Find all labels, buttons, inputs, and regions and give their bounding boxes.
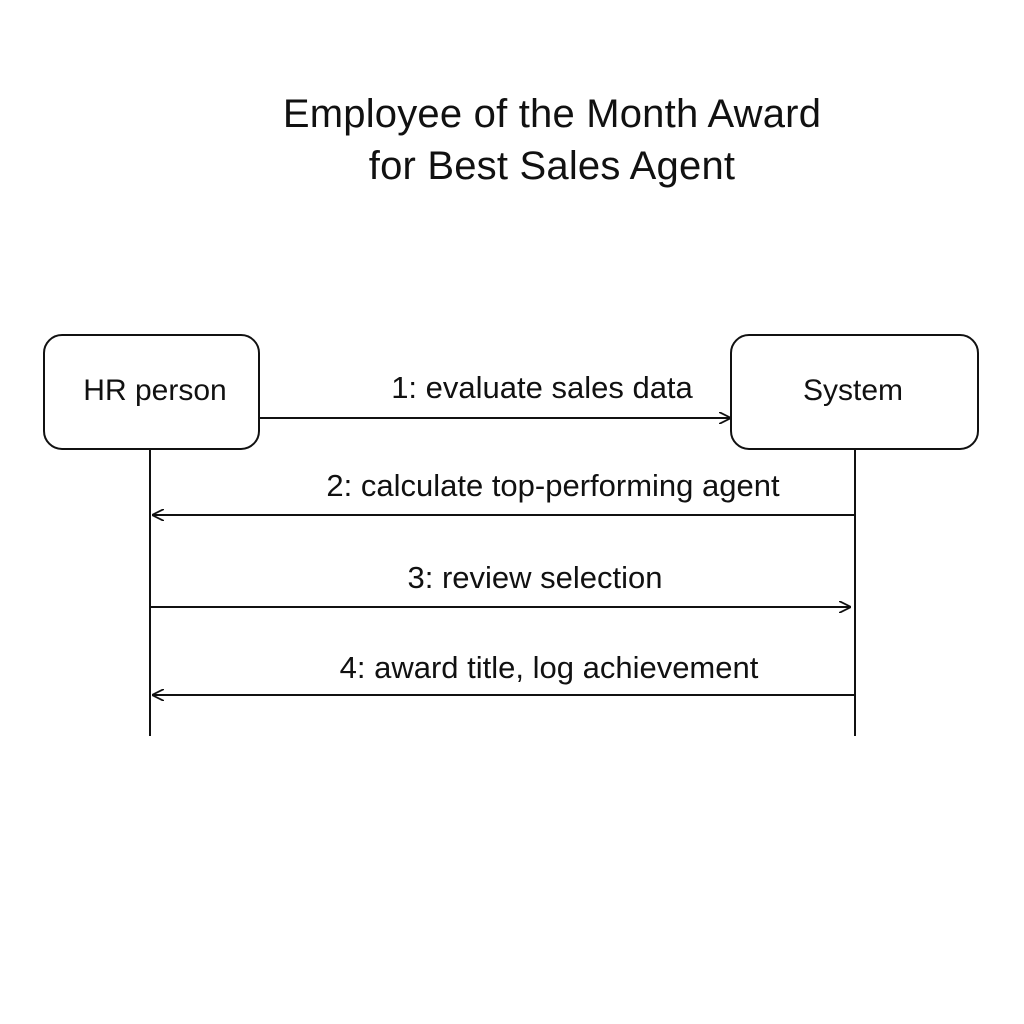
- message-1: [259, 370, 730, 418]
- actor-system-label: System: [802, 374, 904, 407]
- actor-system: [731, 335, 978, 449]
- message-1-label: 1: evaluate sales data: [391, 370, 693, 405]
- diagram-title-line-2: for Best Sales Agent: [368, 144, 736, 188]
- message-4-label: 4: award title, log achievement: [339, 650, 759, 685]
- actor-hr-person-label: HR person: [83, 374, 227, 407]
- message-2-label: 2: calculate top-performing agent: [326, 468, 780, 503]
- message-3: [150, 560, 850, 607]
- actor-hr-person: [44, 335, 259, 449]
- message-2: [153, 468, 855, 515]
- diagram-title-line-1: Employee of the Month Award: [282, 92, 822, 136]
- message-4: [153, 650, 855, 695]
- message-3-label: 3: review selection: [407, 560, 663, 595]
